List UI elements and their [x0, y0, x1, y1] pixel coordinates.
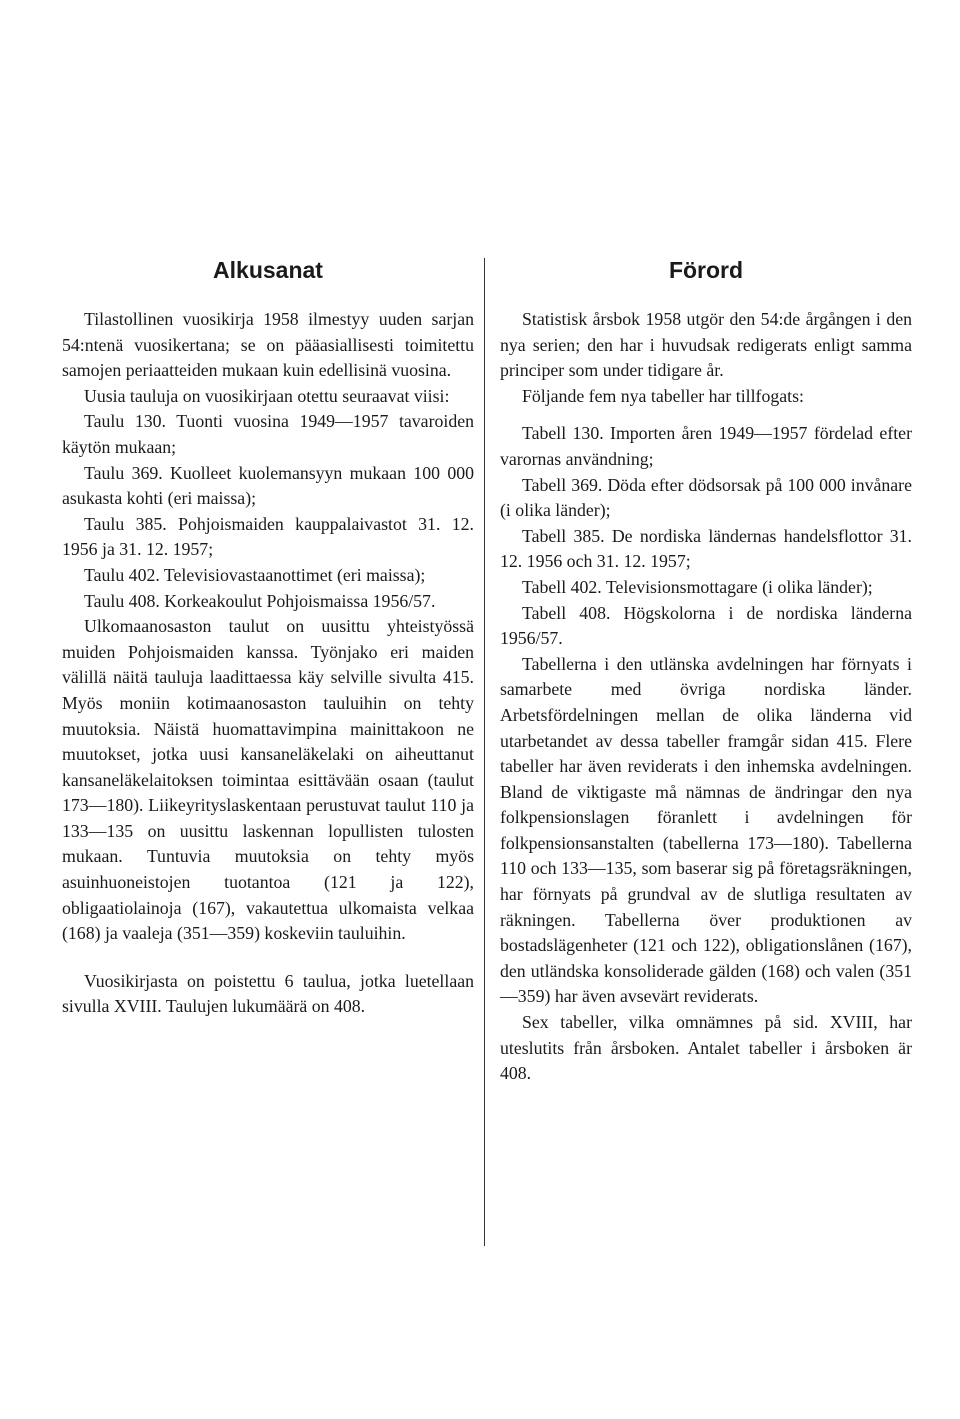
swedish-preface-column [500, 255, 912, 1087]
finnish-preface-column [62, 255, 474, 1020]
finnish-table-130: Taulu 130. Tuonti vuosina 1949—1957 tavaroiden käytön mukaan; [62, 411, 474, 457]
swedish-changes-paragraph: Tabellerna i den utlänska avdelningen har förnyats i samarbete med övriga nordiska länder. Arbetsfördelningen mellan de olika länderna vid utarbetandet av dessa tabeller framgår sidan 415. Flere tabeller har även reviderats i den inhemska avdelningen. Bland de viktigaste må nämnas de ändringar den nya folkpensionslagen föranlett i avdelningen för folkpensionsanstalten (tabellerna 173—180). Tabellerna 110 och 133—135, som baserar sig på företagsräkningen, har förnyats på grundval av de slutliga resultaten av räkningen. Tabellerna över produktionen av bostadslägenheter (121 och 122), obligationslånen (167), den utländska konsoliderade gälden (168) och valen (351—359) har även avsevärt reviderats. [500, 653, 912, 1007]
swedish-table-402: Tabell 402. Televisionsmottagare (i olika länder); [522, 576, 873, 597]
swedish-table-408: Tabell 408. Högskolorna i de nordiska länderna 1956/57. [500, 602, 912, 649]
finnish-intro-paragraph: Tilastollinen vuosikirja 1958 ilmestyy uuden sarjan 54:ntenä vuosikertana; se on pääasiallisesti toimitettu samojen periaatteiden mukaan kuin edellisinä vuosina. [62, 309, 474, 381]
column-divider [484, 258, 485, 1246]
finnish-removed-tables-paragraph: Vuosikirjasta on poistettu 6 taulua, jotka luetellaan sivulla XVIII. Taulujen lukumäärä on 408. [62, 970, 474, 1017]
swedish-preface-title: Förord [668, 257, 744, 283]
swedish-table-369: Tabell 369. Döda efter dödsorsak på 100 000 invånare (i olika länder); [500, 474, 912, 521]
finnish-new-tables-intro: Uusia tauluja on vuosikirjaan otettu seuraavat viisi: [84, 385, 450, 406]
finnish-table-402: Taulu 402. Televisiovastaanottimet (eri maissa); [84, 564, 426, 585]
finnish-table-385: Taulu 385. Pohjoismaiden kauppalaivastot 31. 12. 1956 ja 31. 12. 1957; [62, 513, 474, 560]
finnish-table-369: Taulu 369. Kuolleet kuolemansyyn mukaan 100 000 asukasta kohti (eri maissa); [62, 462, 474, 509]
swedish-intro-paragraph: Statistisk årsbok 1958 utgör den 54:de årgången i den nya serien; den har i huvudsak redigerats enligt samma principer som under tidigare år. [500, 309, 912, 381]
swedish-removed-tables-paragraph: Sex tabeller, vilka omnämnes på sid. XVIII, har uteslutits från årsboken. Antalet tabeller i årsboken är 408. [500, 1012, 912, 1084]
finnish-changes-paragraph: Ulkomaanosaston taulut on uusittu yhteistyössä muiden Pohjoismaiden kanssa. Työnjako eri maiden välillä näitä tauluja laadittaessa käy selville sivulta 415. Myös moniin kotimaanosaston tauluihin on tehty muutoksia. Näistä huomattavimpina mainittakoon ne muutokset, jotka uusi kansaneläkelaki on aiheuttanut kansaneläkelaitoksen toimintaa esittävään osaan (taulut 173—180). Liikeyrityslaskentaan perustuvat taulut 110 ja 133—135 on uusittu laskennan lopullisten tulosten mukaan. Tuntuvia muutoksia on tehty myös asuinhuoneistojen tuotantoa (121 ja 122), obligaatiolainoja (167), vakautettua ulkomaista velkaa (168) ja vaaleja (351—359) koskeviin tauluihin. [62, 616, 474, 944]
finnish-preface-title: Alkusanat [213, 257, 323, 283]
swedish-table-385: Tabell 385. De nordiska ländernas handelsflottor 31. 12. 1956 och 31. 12. 1957; [500, 525, 912, 572]
finnish-table-408: Taulu 408. Korkeakoulut Pohjoismaissa 1956/57. [84, 590, 436, 611]
swedish-new-tables-intro: Följande fem nya tabeller har tillfogats: [522, 385, 804, 406]
swedish-table-130: Tabell 130. Importen åren 1949—1957 fördelad efter varornas användning; [500, 423, 912, 469]
